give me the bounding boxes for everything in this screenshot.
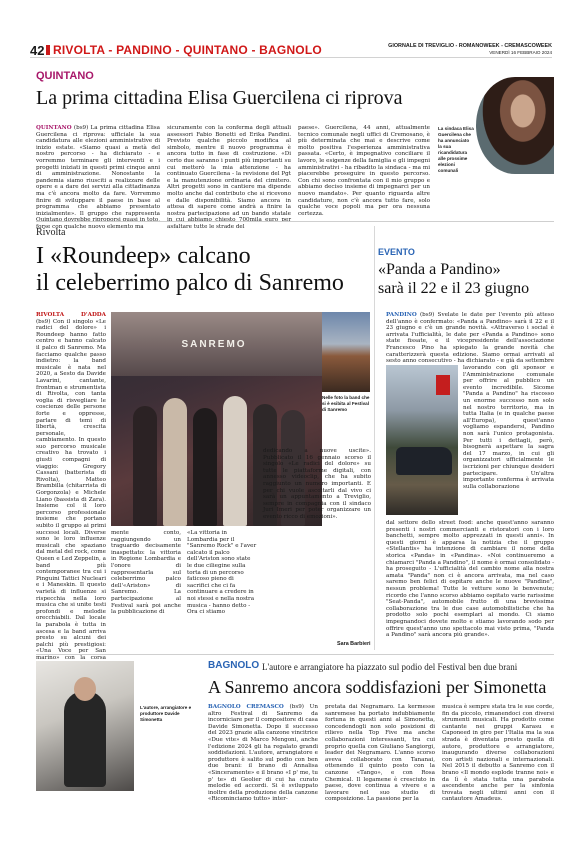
bagnolo-col-2: [325, 704, 435, 808]
bagnolo-col-1-text: (bs9) Un altro Festival di Sanremo da incorniciare per il compositore di casa Davide Simonetta. Dopo il successo del 2023 grazie alla canzone vincitrice «Due vite» di Marco Mengoni, anche l'edizione 2024 gli ha regalato grandi soddisfazioni. L'autore, arrangiatore e produttore è salito sul podio con ben due brani: il brano di Annalisa «Sinceramente» e il brano «I p' me, tu p' te» di Geolier di cui ha curato melodie ed accordi. Si è sviluppato inoltre della produzione della canzone «Ricominciamo tutto» inter-: [208, 704, 318, 803]
quintano-col-2: [167, 125, 291, 230]
evento-title-line-1: «Panda a Pandino»: [378, 261, 501, 278]
rivolta-col-1-text: (bs9) Con il singolo «Le radici del dolore» i Roundeep hanno fatto centro e hanno calcato il palco di Sanremo. Ma facciamo qualche passo indietro: la band musicale è nata nel 2020, a Sesto da Davide Lavarini, cantante, frontman e strumentista di Rivolta, con tanta voglia di risvegliare le coscienze delle persone forte e oppresse, parlare di temi di libertà, crescita personale, cambiamento. In questo suo percorso musicale creativo ha trovato i giusti compagni di viaggio: Gregory Cassani (batterista di Rivolta), Matteo Brambilla (chitarrista di Gorgonzola) e Michele Liano (bassista di Zara). Insieme col il loro percorso professionale insieme che portano subito il gruppo ai primi successi locali. Diverse sono le loro influenze musicali che spaziano dal metal del rock, come Queen e Led Zeppelin, a band più contemporanee tra cui i Pinguini Tattici Nucleari e i Maneskin. Il questo varietà di influenze si rispecchia nella loro musica che si unite testi profondi e melodie orecchiabili. Dal locale la parabola è tutta in ascesa e la band arriva presto su alcuni dei palchi più prestigiosi: «Una Voce per San marino» con la corsa: [36, 318, 106, 661]
rivolta-title: [36, 243, 344, 297]
evento-intro: [386, 312, 554, 365]
bagnolo-col-1: [208, 704, 318, 808]
photo-person-head: [74, 677, 96, 701]
page-header: [30, 43, 552, 58]
quintano-col-1: [36, 125, 160, 230]
bagnolo-title: A Sanremo ancora soddisfazioni per Simonetta: [208, 677, 547, 697]
bagnolo-col-3-text: musica è sempre stata tra le sue corde, fin da piccolo, rimanendoci con diversi strumenti musicali. Ha prodotto come cantante nei gruppi Karasu e Caponeed in giro per l'Italia ma la sua strada è diventata presto quella di autore, produttore e arrangiatore, inaugurando diverse collaborazioni con artisti nazionali e internazionali. Nel 2015 il debutto a Sanremo con il brano «Il mondo esplode tranne noi» e da lì è stata tutta una parabola ascendente anche per la sinfonia trovata negli ultimi anni con il cantautore Amadeus.: [442, 704, 554, 803]
bagnolo-lead: BAGNOLO CREMASCO: [208, 704, 284, 710]
divider-vertical: [374, 226, 375, 650]
evento-col-bottom: [386, 520, 554, 648]
evento-title: [378, 260, 529, 298]
evento-kicker: EVENTO: [378, 247, 415, 257]
rivolta-lead: RIVOLTA D'ADDA: [36, 312, 106, 318]
header-accent-bar: [46, 45, 50, 55]
rivolta-title-line-1: I «Roundeep» calcano: [36, 243, 251, 269]
divider-quintano: [36, 221, 554, 222]
band-member: [133, 406, 157, 526]
rivolta-title-line-2: il celeberrimo palco di Sanremo: [36, 270, 344, 296]
rivolta-col-4: [263, 448, 371, 640]
evento-intro-text: (bs9) Svelate le date per l'evento più atteso dell'anno è confermato: «Panda a Pandino» sarà il 22 e il 23 giugno e c'è un grande novità. «Attraverso i social è arrivata l'ufficialità, le date per «Panda a Pandino» sono state fissate, e il vicepresidente dell'associazione Francesco Pino ha spiegato la grande novità che caratterizzerà questa edizione. Siamo ormai arrivati al sesto anno consecutivo - ha dichiarato - e già da settembre: [386, 312, 554, 365]
band-member: [163, 398, 187, 526]
quintano-col-1-text: (bs9) La prima cittadina Elisa Guercilena ci riprova: ufficiale la sua candidatura alle elezioni amministrative di inizio estate. «Siamo quasi a metà del nostro percorso - ha dichiarato - e vorremmo terminare gli interventi e i progetti iniziati in questi primi cinque anni di amministrazione. Nonostante la pandemia siamo riusciti a realizzare delle opere e a dare dei servizi alla cittadinanza ma c'è ancora molto da fare. Vorremmo finire di sviluppare il paese in base al programma che abbiamo presentato inizialmente». Il gruppo che rappresenta forse con qualche nuovo elemento ma: [36, 125, 160, 230]
rivolta-signature: Sara Barbieri: [337, 641, 371, 647]
bagnolo-col-2-text: pretata dai Negramaro. La kermesse sanremese ha portato indubbiamente fortuna in questi anni al Simonetta, concedendogli non solo posizioni di rilievo nella Top Five ma anche collaborazioni interessanti, tra cui proprio quella con Giuliano Sangiorgi, leader dei Negramaro. L'anno scorso aveva collaborato con Tananai, ottenendo il quinto posto con la canzone «Tango», e con Rosa Chemical. Il legamene è cresciuto in paese, dove continua a vivere e a lavorare nel suo studio di composizione. La passione per la: [325, 704, 435, 803]
quintano-col-3: [298, 125, 430, 219]
publication-date: VENERDÌ 16 FEBBRAIO 2024: [489, 50, 552, 55]
rivolta-col-3-text: «La vittoria in Lombardia per il "Sanremo Rock" e l'aver calcato il palco dell'Ariston sono state le due ciliegine sulla torta di un percorso faticoso pieno di sacrifici che ci fa continuare a credere in noi stessi e nella nostra musica - hanno detto - Ora ci stiamo: [187, 530, 257, 616]
photo-person-body: [64, 691, 106, 787]
photo-flag: [436, 375, 450, 395]
band-member: [193, 408, 217, 526]
quintano-col-2-text: sicuramente con la conferma degli attuali assessori Fabio Bonetti ed Erika Pandini. Previsto qualche piccolo modifica al simbolo, mentre il nuovo programma è ancora tutto in fase di costruzione. «Di certo due saranno i punti più importanti su cui metterò la mia attenzione - ha continuato Guercilena - la revisione del Pgt e la manutenzione ordinaria del cimitero. Altri progetti sono in cantiere ma dipende molto anche dal contributo che si ricevono e dalle disponibilità. Siamo ancora in attesa di sapere come andrà a finire la nostra partecipazione ad un bando statale asfaltare tutte le strade del: [167, 125, 291, 230]
rivolta-col-2-text: mente conto, raggiungendo un traguardo decisamente inaspettato: la vittoria in Regione Lombardia e l'onore di rappresentarla sul celeberrimo palco dell'«Ariston» di Sanremo. La partecipazione al Festival sarà poi anche la pubblicazione di: [111, 530, 181, 616]
rivolta-kicker: Rivolta: [36, 227, 66, 238]
bagnolo-photo-caption: L'autore, arrangiatore e produttore Davide Simonetta: [140, 705, 192, 722]
quintano-title: La prima cittadina Elisa Guercilena ci riprova: [36, 87, 403, 109]
evento-col-bottom-text: dal settore dello street food: anche quest'anno saranno presenti i nostri commercianti e ristoratori con i loro banchetti, sempre molto apprezzati in questi anni». In questi giorni è apparsa la notizia che il gruppo «Stellantis» ha intenzione di cambiare il nome della storica «Panda» in «Pandina». «Noi continueremo a chiamarci "Panda a Pandino", il nome è ormai consolidato - ha proseguito - L'ufficialità del cambio nome alla nostra amata "Panda" non ci è ancora arrivata, ma nel caso saremo ben felici di ospitare anche le nuove "Pandine", nessun problema! Tutte le vetture sono le benvenute; ricordo che l'anno scorso abbiamo ospitato varie rarissime "Seat-Panda", automobile frutto di una brevissima collaborazione tra le due case automobilistiche che ha prodotto solo pochi esemplari al mondo. Ci siamo impegnandoci dovete molto e stiamo lavorando sodo per offrire quest'anno uno spettacolo mai visto prima, "Panda a Pandino" sarà ancora più grande».: [386, 520, 554, 639]
rivolta-col-1: [36, 312, 106, 661]
quintano-photo-caption: La sindaca Elisa Guercilena che ha annunciato la sua ricandidatura alle prossime elezioni comunali: [438, 126, 474, 173]
simonetta-photo: [36, 661, 134, 791]
bagnolo-kicker: BAGNOLO: [208, 660, 260, 671]
evento-lead: PANDINO: [386, 312, 417, 318]
bagnolo-subkicker: L'autore e arrangiatore ha piazzato sul podio del Festival ben due brani: [262, 662, 518, 672]
bagnolo-col-3: [442, 704, 554, 808]
rivolta-photo-caption: Nelle foto la band che si è esibita al Festival di Sanremo: [322, 395, 370, 412]
rivolta-col-4-text: dedicando a nuove uscite». Pubblicato il 16 gennaio scorso il singolo «Le radici del dolore» su tutte le piattaforme digitali, con annesso videoclip, che ha subito raggiunto un numero importanti. E per chi vuole ascoltarli dal vivo ci sarà un appuntamento a Treviglio, sempre in compagnia con il sindaco Juri Imeri per poter organizzare un evento ricco di emozioni».: [263, 448, 371, 520]
quintano-col-3-text: paese». Guercilena, 44 anni, attualmente tecnico comunale negli uffici di Cremosano, è più determinata che mai e descrive come molto positiva l'esperienza amministrativa passata. «Certo, è impegnativo conciliare il lavoro, le esigenze della famiglia e gli impegni amministrativi - ha ribadito la sindaca - ma mi piacerebbe proseguire in questo percorso. Con chi sono confrontata con il mio gruppo e abbiamo deciso insieme di impegnarci per un nuovo mandato». Per quanto riguarda altre candidature, non c'è ancora tutto fare, solo qualche voce popoli ma per ora nessuna certezza.: [298, 125, 430, 217]
page-number: 42: [30, 43, 45, 58]
photo-panda-car: [396, 447, 452, 475]
rivolta-col-3: [187, 530, 257, 648]
quintano-lead: QUINTANO: [36, 125, 72, 131]
guercilena-photo: [476, 77, 554, 174]
section-title: RIVOLTA - PANDINO - QUINTANO - BAGNOLO: [53, 43, 322, 57]
panda-event-photo: [386, 365, 458, 515]
photo-sanremo-sign: SANREMO: [181, 339, 247, 350]
divider-bagnolo: [36, 654, 554, 655]
quintano-kicker: QUINTANO: [36, 70, 94, 82]
ariston-exterior-photo: [322, 312, 370, 392]
evento-col-right: [463, 365, 554, 515]
rivolta-col-2: [111, 530, 181, 648]
evento-title-line-2: sarà il 22 e il 23 giugno: [378, 280, 530, 297]
publication-name: GIORNALE DI TREVIGLIO - ROMANOWEEK - CREMASCOWEEK: [388, 43, 552, 49]
band-member: [223, 396, 247, 526]
evento-col-right-text: lavorando con gli sponsor e l'Amministrazione comunale per offrire al pubblico un evento incredibile. Sicome "Panda a Pandino" ha riscosso un enorme successo non solo nel nostro territorio, ma in tutta Italia (e in qualche paese all'Europa), quest'anno vogliamo espandersi, Pandino non sarà l'unico protagonista. Per tutti i dettagli, però, bisognerà aspettare la sagra del 17 marzo, in cui gli organizzatori ufficialmente le iscrizioni per chiunque desideri partecipare. Un'altra importante conferma è arrivata sulla collaborazione: [463, 365, 554, 490]
